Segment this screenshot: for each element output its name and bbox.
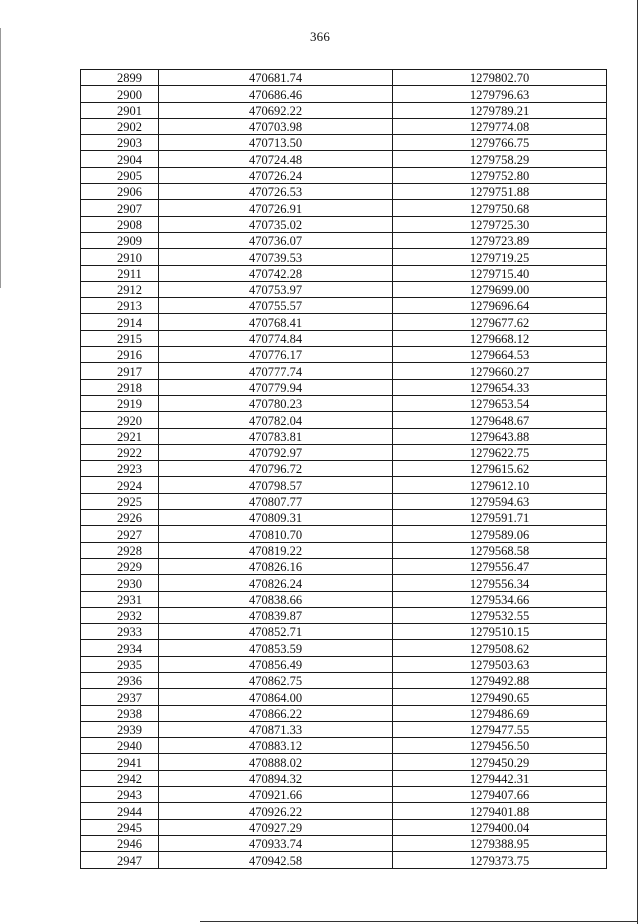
x-coordinate-cell: 470838.66 [159, 591, 393, 607]
point-number-cell: 2913 [81, 298, 159, 314]
table-row [81, 184, 607, 200]
point-number-cell: 2910 [81, 249, 159, 265]
point-number-cell: 2899 [81, 70, 159, 86]
point-number-cell: 2907 [81, 200, 159, 216]
table-row [81, 477, 607, 493]
y-coordinate-cell: 1279677.62 [393, 314, 607, 330]
y-coordinate-cell: 1279612.10 [393, 477, 607, 493]
table-row [81, 265, 607, 281]
point-number-cell: 2924 [81, 477, 159, 493]
x-coordinate-cell: 470739.53 [159, 249, 393, 265]
y-coordinate-cell: 1279508.62 [393, 640, 607, 656]
y-coordinate-cell: 1279750.68 [393, 200, 607, 216]
x-coordinate-cell: 470826.16 [159, 558, 393, 574]
point-number-cell: 2911 [81, 265, 159, 281]
table-row [81, 428, 607, 444]
table-row [81, 395, 607, 411]
y-coordinate-cell: 1279615.62 [393, 461, 607, 477]
x-coordinate-cell: 470755.57 [159, 298, 393, 314]
table-row [81, 738, 607, 754]
y-coordinate-cell: 1279490.65 [393, 689, 607, 705]
x-coordinate-cell: 470736.07 [159, 232, 393, 248]
table-row [81, 542, 607, 558]
y-coordinate-cell: 1279373.75 [393, 852, 607, 868]
table-row [81, 640, 607, 656]
page-edge-bottom [200, 921, 638, 922]
point-number-cell: 2906 [81, 184, 159, 200]
y-coordinate-cell: 1279660.27 [393, 363, 607, 379]
table-row [81, 558, 607, 574]
table-row [81, 232, 607, 248]
point-number-cell: 2909 [81, 232, 159, 248]
x-coordinate-cell: 470809.31 [159, 510, 393, 526]
table-row [81, 70, 607, 86]
point-number-cell: 2939 [81, 721, 159, 737]
table-row [81, 135, 607, 151]
x-coordinate-cell: 470686.46 [159, 86, 393, 102]
coordinate-table [80, 69, 607, 869]
x-coordinate-cell: 470942.58 [159, 852, 393, 868]
y-coordinate-cell: 1279442.31 [393, 770, 607, 786]
point-number-cell: 2931 [81, 591, 159, 607]
table-row [81, 591, 607, 607]
y-coordinate-cell: 1279774.08 [393, 118, 607, 134]
point-number-cell: 2926 [81, 510, 159, 526]
x-coordinate-cell: 470866.22 [159, 705, 393, 721]
point-number-cell: 2944 [81, 803, 159, 819]
x-coordinate-cell: 470780.23 [159, 395, 393, 411]
y-coordinate-cell: 1279802.70 [393, 70, 607, 86]
table-row [81, 705, 607, 721]
y-coordinate-cell: 1279723.89 [393, 232, 607, 248]
table-row [81, 526, 607, 542]
y-coordinate-cell: 1279556.47 [393, 558, 607, 574]
y-coordinate-cell: 1279664.53 [393, 347, 607, 363]
table-row [81, 852, 607, 868]
x-coordinate-cell: 470798.57 [159, 477, 393, 493]
y-coordinate-cell: 1279401.88 [393, 803, 607, 819]
x-coordinate-cell: 470779.94 [159, 379, 393, 395]
x-coordinate-cell: 470782.04 [159, 412, 393, 428]
point-number-cell: 2927 [81, 526, 159, 542]
point-number-cell: 2936 [81, 672, 159, 688]
x-coordinate-cell: 470726.24 [159, 167, 393, 183]
table-row [81, 754, 607, 770]
y-coordinate-cell: 1279477.55 [393, 721, 607, 737]
y-coordinate-cell: 1279534.66 [393, 591, 607, 607]
x-coordinate-cell: 470776.17 [159, 347, 393, 363]
x-coordinate-cell: 470742.28 [159, 265, 393, 281]
point-number-cell: 2937 [81, 689, 159, 705]
point-number-cell: 2908 [81, 216, 159, 232]
point-number-cell: 2945 [81, 819, 159, 835]
point-number-cell: 2934 [81, 640, 159, 656]
table-row [81, 151, 607, 167]
y-coordinate-cell: 1279751.88 [393, 184, 607, 200]
point-number-cell: 2942 [81, 770, 159, 786]
page-number: 366 [309, 29, 331, 44]
y-coordinate-cell: 1279594.63 [393, 493, 607, 509]
point-number-cell: 2912 [81, 281, 159, 297]
point-number-cell: 2920 [81, 412, 159, 428]
y-coordinate-cell: 1279388.95 [393, 835, 607, 851]
table-row [81, 298, 607, 314]
x-coordinate-cell: 470783.81 [159, 428, 393, 444]
table-row [81, 721, 607, 737]
table-row [81, 167, 607, 183]
x-coordinate-cell: 470888.02 [159, 754, 393, 770]
y-coordinate-cell: 1279486.69 [393, 705, 607, 721]
y-coordinate-cell: 1279568.58 [393, 542, 607, 558]
x-coordinate-cell: 470864.00 [159, 689, 393, 705]
point-number-cell: 2930 [81, 575, 159, 591]
x-coordinate-cell: 470883.12 [159, 738, 393, 754]
y-coordinate-cell: 1279622.75 [393, 444, 607, 460]
table-row [81, 249, 607, 265]
y-coordinate-cell: 1279591.71 [393, 510, 607, 526]
x-coordinate-cell: 470713.50 [159, 135, 393, 151]
table-row [81, 689, 607, 705]
y-coordinate-cell: 1279715.40 [393, 265, 607, 281]
point-number-cell: 2932 [81, 607, 159, 623]
y-coordinate-cell: 1279725.30 [393, 216, 607, 232]
table-row [81, 803, 607, 819]
point-number-cell: 2925 [81, 493, 159, 509]
point-number-cell: 2914 [81, 314, 159, 330]
table-row [81, 835, 607, 851]
point-number-cell: 2905 [81, 167, 159, 183]
y-coordinate-cell: 1279532.55 [393, 607, 607, 623]
point-number-cell: 2922 [81, 444, 159, 460]
coordinate-table-body [81, 70, 607, 869]
x-coordinate-cell: 470807.77 [159, 493, 393, 509]
point-number-cell: 2928 [81, 542, 159, 558]
x-coordinate-cell: 470692.22 [159, 102, 393, 118]
y-coordinate-cell: 1279643.88 [393, 428, 607, 444]
page-edge-left [0, 28, 1, 288]
y-coordinate-cell: 1279407.66 [393, 787, 607, 803]
x-coordinate-cell: 470726.91 [159, 200, 393, 216]
x-coordinate-cell: 470819.22 [159, 542, 393, 558]
x-coordinate-cell: 470853.59 [159, 640, 393, 656]
y-coordinate-cell: 1279400.04 [393, 819, 607, 835]
table-row [81, 575, 607, 591]
table-row [81, 216, 607, 232]
y-coordinate-cell: 1279450.29 [393, 754, 607, 770]
page-edge-right [637, 0, 638, 924]
point-number-cell: 2921 [81, 428, 159, 444]
y-coordinate-cell: 1279654.33 [393, 379, 607, 395]
x-coordinate-cell: 470894.32 [159, 770, 393, 786]
point-number-cell: 2900 [81, 86, 159, 102]
y-coordinate-cell: 1279653.54 [393, 395, 607, 411]
y-coordinate-cell: 1279492.88 [393, 672, 607, 688]
table-row [81, 330, 607, 346]
table-row [81, 102, 607, 118]
x-coordinate-cell: 470927.29 [159, 819, 393, 835]
point-number-cell: 2943 [81, 787, 159, 803]
x-coordinate-cell: 470774.84 [159, 330, 393, 346]
x-coordinate-cell: 470792.97 [159, 444, 393, 460]
x-coordinate-cell: 470862.75 [159, 672, 393, 688]
y-coordinate-cell: 1279510.15 [393, 624, 607, 640]
point-number-cell: 2919 [81, 395, 159, 411]
point-number-cell: 2902 [81, 118, 159, 134]
table-row [81, 461, 607, 477]
point-number-cell: 2938 [81, 705, 159, 721]
y-coordinate-cell: 1279503.63 [393, 656, 607, 672]
x-coordinate-cell: 470724.48 [159, 151, 393, 167]
point-number-cell: 2917 [81, 363, 159, 379]
table-row [81, 412, 607, 428]
x-coordinate-cell: 470753.97 [159, 281, 393, 297]
table-row [81, 656, 607, 672]
table-row [81, 379, 607, 395]
x-coordinate-cell: 470826.24 [159, 575, 393, 591]
y-coordinate-cell: 1279648.67 [393, 412, 607, 428]
point-number-cell: 2901 [81, 102, 159, 118]
table-row [81, 281, 607, 297]
table-row [81, 607, 607, 623]
table-row [81, 624, 607, 640]
y-coordinate-cell: 1279766.75 [393, 135, 607, 151]
y-coordinate-cell: 1279589.06 [393, 526, 607, 542]
table-row [81, 493, 607, 509]
y-coordinate-cell: 1279696.64 [393, 298, 607, 314]
x-coordinate-cell: 470768.41 [159, 314, 393, 330]
x-coordinate-cell: 470703.98 [159, 118, 393, 134]
table-row [81, 510, 607, 526]
x-coordinate-cell: 470926.22 [159, 803, 393, 819]
x-coordinate-cell: 470735.02 [159, 216, 393, 232]
x-coordinate-cell: 470810.70 [159, 526, 393, 542]
point-number-cell: 2918 [81, 379, 159, 395]
x-coordinate-cell: 470796.72 [159, 461, 393, 477]
table-row [81, 363, 607, 379]
x-coordinate-cell: 470921.66 [159, 787, 393, 803]
point-number-cell: 2916 [81, 347, 159, 363]
point-number-cell: 2935 [81, 656, 159, 672]
table-row [81, 819, 607, 835]
table-row [81, 787, 607, 803]
point-number-cell: 2940 [81, 738, 159, 754]
table-row [81, 672, 607, 688]
y-coordinate-cell: 1279719.25 [393, 249, 607, 265]
table-row [81, 347, 607, 363]
point-number-cell: 2929 [81, 558, 159, 574]
y-coordinate-cell: 1279796.63 [393, 86, 607, 102]
x-coordinate-cell: 470933.74 [159, 835, 393, 851]
table-row [81, 200, 607, 216]
y-coordinate-cell: 1279789.21 [393, 102, 607, 118]
y-coordinate-cell: 1279752.80 [393, 167, 607, 183]
y-coordinate-cell: 1279668.12 [393, 330, 607, 346]
point-number-cell: 2947 [81, 852, 159, 868]
table-row [81, 314, 607, 330]
x-coordinate-cell: 470871.33 [159, 721, 393, 737]
x-coordinate-cell: 470726.53 [159, 184, 393, 200]
table-row [81, 770, 607, 786]
point-number-cell: 2933 [81, 624, 159, 640]
x-coordinate-cell: 470681.74 [159, 70, 393, 86]
x-coordinate-cell: 470839.87 [159, 607, 393, 623]
table-row [81, 118, 607, 134]
table-row [81, 86, 607, 102]
point-number-cell: 2904 [81, 151, 159, 167]
point-number-cell: 2946 [81, 835, 159, 851]
table-row [81, 444, 607, 460]
x-coordinate-cell: 470852.71 [159, 624, 393, 640]
point-number-cell: 2915 [81, 330, 159, 346]
y-coordinate-cell: 1279556.34 [393, 575, 607, 591]
point-number-cell: 2941 [81, 754, 159, 770]
y-coordinate-cell: 1279699.00 [393, 281, 607, 297]
y-coordinate-cell: 1279758.29 [393, 151, 607, 167]
x-coordinate-cell: 470777.74 [159, 363, 393, 379]
point-number-cell: 2903 [81, 135, 159, 151]
point-number-cell: 2923 [81, 461, 159, 477]
x-coordinate-cell: 470856.49 [159, 656, 393, 672]
y-coordinate-cell: 1279456.50 [393, 738, 607, 754]
